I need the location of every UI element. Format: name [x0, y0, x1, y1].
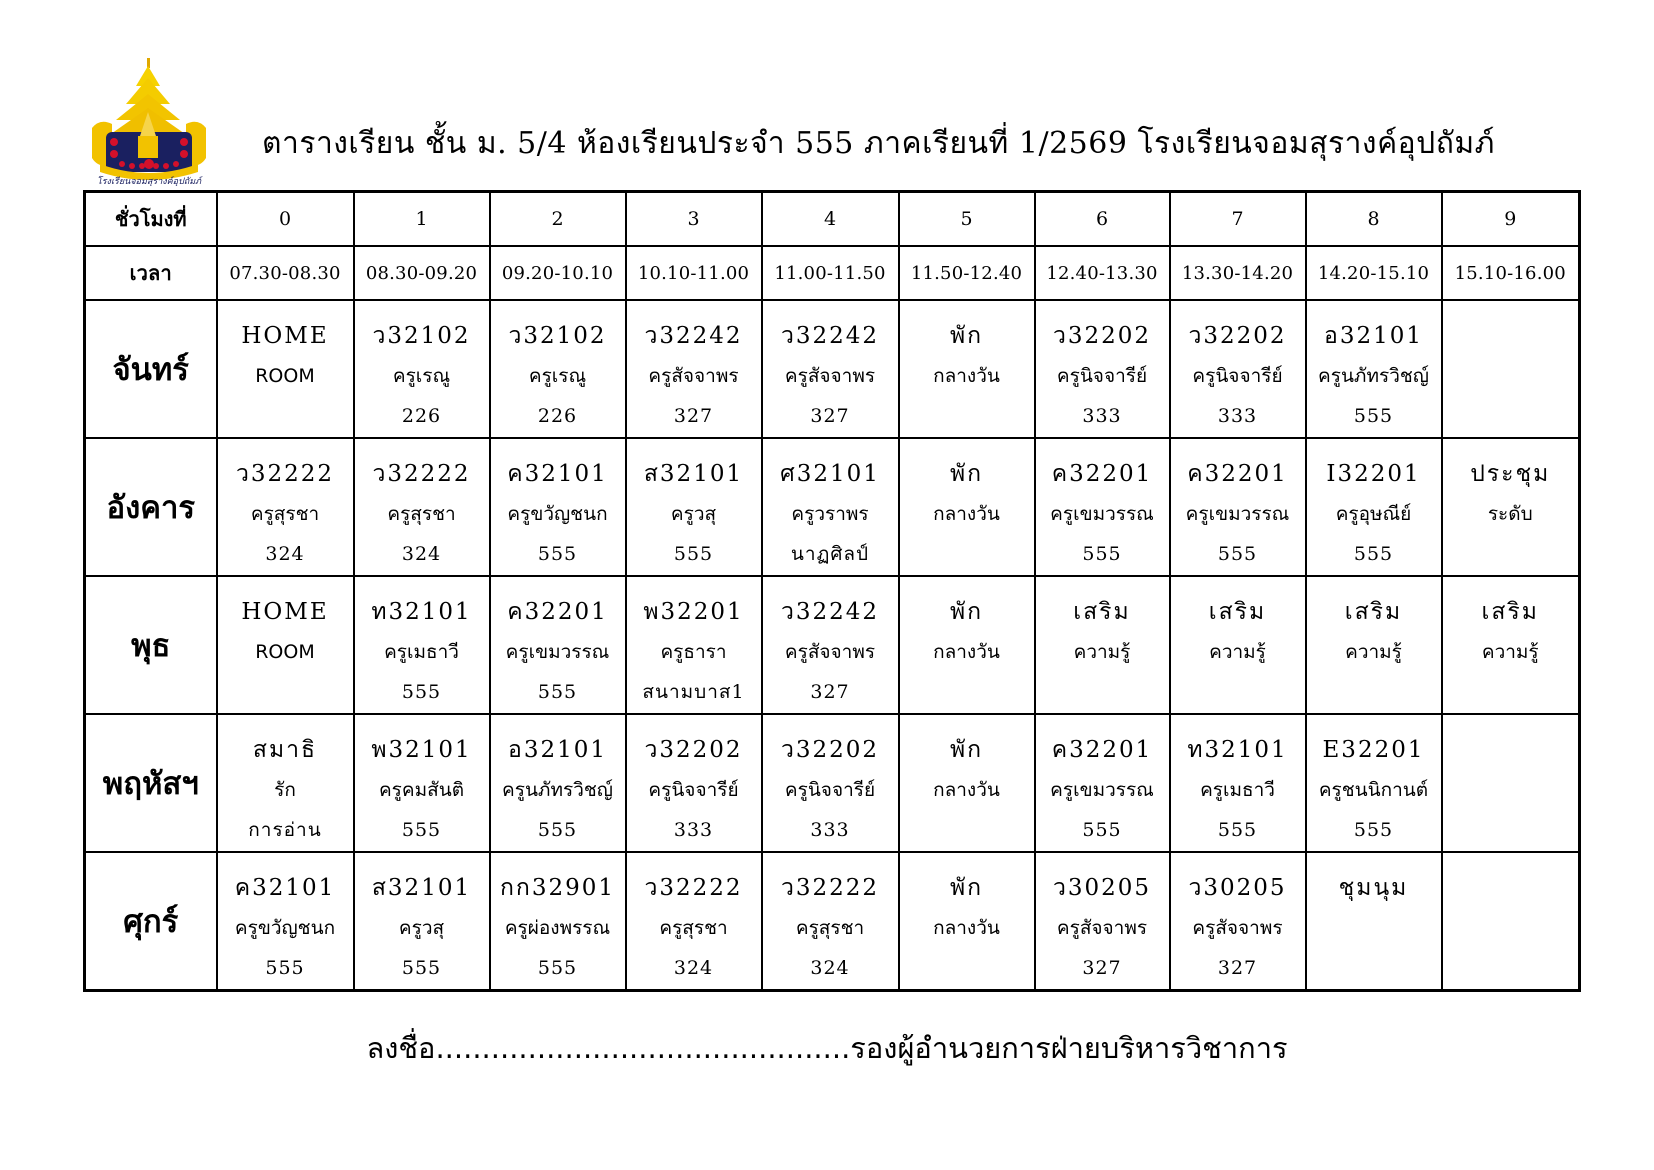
period-number: 6 — [1035, 192, 1170, 247]
room-number: 324 — [673, 957, 714, 979]
cell-content — [900, 448, 1034, 566]
teacher-name: ครูสุรชา — [795, 917, 865, 939]
subject-code: เสริม — [1344, 599, 1403, 625]
cell-content — [355, 862, 489, 980]
room-number: 327 — [1082, 957, 1122, 979]
schedule-cell — [626, 714, 762, 852]
cell-content — [1036, 586, 1169, 704]
schedule-cell — [217, 438, 354, 576]
teacher-name: ครูวสุ — [670, 503, 717, 525]
cell-content — [763, 448, 898, 566]
subject-code: ค32201 — [1051, 737, 1153, 763]
subject-code: ค32101 — [507, 461, 608, 487]
room-number: 555 — [401, 819, 442, 841]
class-schedule-table — [83, 190, 1581, 992]
cell-content — [627, 448, 761, 566]
crest-caption: โรงเรียนจอมสุรางค์อุปถัมภ์ — [96, 177, 202, 186]
teacher-name: ROOM — [255, 365, 315, 387]
teacher-name: ครูอุษณีย์ — [1335, 503, 1412, 525]
subject-code: ว32202 — [780, 737, 880, 763]
teacher-name: ครูชนนิกานต์ — [1318, 779, 1429, 801]
subject-code: ค32201 — [1187, 461, 1288, 487]
day-row — [85, 300, 1580, 438]
time-slot: 09.20-10.10 — [490, 246, 626, 300]
time-slot: 10.10-11.00 — [626, 246, 762, 300]
subject-code: ว32222 — [644, 875, 743, 901]
room-number: 555 — [401, 681, 442, 703]
subject-code: ว30205 — [1052, 875, 1152, 901]
cell-content — [218, 862, 353, 980]
time-label: เวลา — [85, 246, 217, 300]
subject-code: ค32201 — [507, 599, 608, 625]
day-row — [85, 438, 1580, 576]
schedule-cell — [1442, 438, 1580, 576]
schedule-cell — [1306, 438, 1442, 576]
cell-content — [900, 724, 1034, 842]
schedule-cell — [354, 714, 490, 852]
room-number: 324 — [401, 543, 442, 565]
cell-content — [218, 586, 353, 704]
schedule-cell — [1035, 714, 1170, 852]
teacher-name: ระดับ — [1487, 503, 1533, 525]
teacher-name: ความรู้ — [1481, 641, 1539, 663]
crest-graphic — [86, 58, 212, 186]
teacher-name: ครูเขมวรรณ — [1185, 503, 1290, 525]
room-number: 555 — [1353, 405, 1394, 427]
time-slot: 12.40-13.30 — [1035, 246, 1170, 300]
cell-content — [627, 862, 761, 980]
subject-code: สมาธิ — [252, 737, 318, 763]
schedule-cell — [1170, 576, 1306, 714]
cell-content — [1036, 724, 1169, 842]
schedule-cell — [490, 714, 626, 852]
cell-content — [491, 724, 625, 842]
schedule-cell — [490, 438, 626, 576]
period-number: 4 — [762, 192, 899, 247]
cell-content — [900, 862, 1034, 980]
schedule-cell — [762, 438, 899, 576]
subject-code: ว30205 — [1188, 875, 1287, 901]
subject-code: พัก — [949, 599, 984, 625]
teacher-name: ครูวราพร — [791, 503, 869, 525]
schedule-cell — [490, 576, 626, 714]
cell-content — [1307, 586, 1441, 704]
day-row — [85, 576, 1580, 714]
schedule-cell — [626, 852, 762, 991]
room-number: 327 — [810, 405, 850, 427]
cell-content — [1171, 586, 1305, 704]
subject-code: พ32201 — [643, 599, 744, 625]
subject-code: ท32101 — [371, 599, 472, 625]
teacher-name: ครูนิจจารีย์ — [784, 779, 876, 801]
schedule-cell — [899, 852, 1035, 991]
cell-content — [627, 586, 761, 704]
subject-code: ว32222 — [780, 875, 880, 901]
schedule-cell — [217, 852, 354, 991]
room-number: 555 — [1353, 819, 1394, 841]
teacher-name: ครูขวัญชนก — [507, 503, 608, 525]
subject-code: ชุมนุม — [1338, 875, 1409, 901]
teacher-name: ครูสุรชา — [659, 917, 728, 939]
teacher-name: ครูสุรชา — [250, 503, 320, 525]
period-label: ชั่วโมงที่ — [85, 192, 217, 247]
schedule-cell — [626, 576, 762, 714]
time-header-row — [85, 246, 1580, 300]
schedule-cell — [762, 300, 899, 438]
schedule-cell — [490, 852, 626, 991]
room-number: นาฏศิลป์ — [790, 543, 870, 565]
time-slot: 08.30-09.20 — [354, 246, 490, 300]
cell-content — [218, 448, 353, 566]
room-number: 555 — [401, 957, 442, 979]
room-number: 226 — [537, 405, 578, 427]
room-number: 327 — [1217, 957, 1258, 979]
room-number: 555 — [1217, 543, 1258, 565]
schedule-cell — [354, 852, 490, 991]
schedule-cell — [762, 576, 899, 714]
day-row — [85, 852, 1580, 991]
subject-code: ว32202 — [644, 737, 743, 763]
teacher-name: กลางวัน — [933, 365, 1000, 387]
time-slot: 15.10-16.00 — [1442, 246, 1580, 300]
subject-code: พัก — [949, 323, 984, 349]
cell-content — [1307, 448, 1441, 566]
cell-content — [763, 310, 898, 428]
cell-content — [491, 448, 625, 566]
room-number: 555 — [537, 681, 578, 703]
teacher-name: ครูสัจจาพร — [1056, 917, 1148, 939]
schedule-cell — [217, 300, 354, 438]
teacher-name: ครูนภัทรวิชญ์ — [1318, 365, 1429, 387]
teacher-name: กลางวัน — [933, 779, 1000, 801]
room-number: 327 — [673, 405, 714, 427]
cell-content — [900, 310, 1034, 428]
room-number: 333 — [673, 819, 714, 841]
time-slot: 11.00-11.50 — [762, 246, 899, 300]
cell-content — [1171, 724, 1305, 842]
room-number: 555 — [537, 957, 578, 979]
cell-content — [491, 310, 625, 428]
subject-code: พ32101 — [371, 737, 472, 763]
teacher-name: ครูนิจจารีย์ — [1056, 365, 1148, 387]
subject-code: I32201 — [1326, 461, 1421, 487]
subject-code: ว32202 — [1188, 323, 1287, 349]
room-number: 324 — [265, 543, 305, 565]
subject-code: ค32101 — [234, 875, 336, 901]
cell-content — [218, 724, 353, 842]
teacher-name: ครูสัจจาพร — [784, 365, 876, 387]
subject-code: ว32222 — [235, 461, 335, 487]
teacher-name: ครูเขมวรรณ — [1050, 779, 1154, 801]
schedule-cell — [1035, 852, 1170, 991]
schedule-cell — [354, 438, 490, 576]
teacher-name: กลางวัน — [933, 917, 1000, 939]
cell-content — [1443, 862, 1579, 980]
schedule-cell — [217, 576, 354, 714]
school-crest-icon — [86, 58, 212, 186]
subject-code: พัก — [949, 461, 984, 487]
schedule-cell — [1170, 714, 1306, 852]
cell-content — [627, 724, 761, 842]
time-slot: 14.20-15.10 — [1306, 246, 1442, 300]
room-number: 555 — [265, 957, 305, 979]
cell-content — [1036, 310, 1169, 428]
teacher-name: ครูขวัญชนก — [234, 917, 336, 939]
teacher-name: ครูผ่องพรรณ — [504, 917, 611, 939]
subject-code: เสริม — [1481, 599, 1539, 625]
subject-code: ว32242 — [780, 599, 880, 625]
cell-content — [491, 586, 625, 704]
schedule-cell — [1035, 300, 1170, 438]
subject-code: ว32102 — [508, 323, 607, 349]
room-number: 324 — [810, 957, 850, 979]
room-number: 555 — [537, 543, 578, 565]
room-number: 555 — [1082, 543, 1122, 565]
cell-content — [1443, 448, 1579, 566]
cell-content — [763, 724, 898, 842]
subject-code: ว32102 — [372, 323, 471, 349]
time-slot: 13.30-14.20 — [1170, 246, 1306, 300]
subject-code: เสริม — [1073, 599, 1131, 625]
subject-code: เสริม — [1208, 599, 1267, 625]
teacher-name: ครูเขมวรรณ — [505, 641, 610, 663]
subject-code: อ32101 — [508, 737, 607, 763]
teacher-name: ครูเมธาวี — [384, 641, 459, 663]
teacher-name: ครูเขมวรรณ — [1050, 503, 1154, 525]
period-number: 5 — [899, 192, 1035, 247]
cell-content — [763, 586, 898, 704]
subject-code: HOME — [241, 323, 329, 349]
subject-code: ว32202 — [1052, 323, 1152, 349]
room-number: สนามบาส1 — [642, 681, 745, 703]
cell-content — [355, 310, 489, 428]
time-slot: 11.50-12.40 — [899, 246, 1035, 300]
schedule-cell — [490, 300, 626, 438]
cell-content — [218, 310, 353, 428]
cell-content — [1443, 586, 1579, 704]
room-number: 327 — [810, 681, 850, 703]
teacher-name: ความรู้ — [1073, 641, 1131, 663]
schedule-cell — [626, 300, 762, 438]
schedule-cell — [1442, 300, 1580, 438]
subject-code: ว32242 — [644, 323, 743, 349]
subject-code: HOME — [241, 599, 329, 625]
schedule-cell — [899, 438, 1035, 576]
subject-code: ท32101 — [1187, 737, 1288, 763]
cell-content — [1036, 862, 1169, 980]
schedule-cell — [762, 852, 899, 991]
subject-code: ประชุม — [1470, 461, 1551, 487]
teacher-name: ครูนิจจารีย์ — [648, 779, 739, 801]
subject-code: พัก — [949, 737, 984, 763]
period-number: 7 — [1170, 192, 1306, 247]
cell-content — [900, 586, 1034, 704]
schedule-cell — [899, 576, 1035, 714]
page-title: ตารางเรียน ชั้น ม. 5/4 ห้องเรียนประจำ 555 ภาคเรียนที่ 1/2569 โรงเรียนจอมสุรางค์อุปถัมภ์ — [262, 126, 1495, 161]
schedule-cell — [354, 576, 490, 714]
period-number: 9 — [1442, 192, 1580, 247]
teacher-name: กลางวัน — [933, 641, 1000, 663]
room-number: 333 — [1217, 405, 1258, 427]
teacher-name: ROOM — [255, 641, 315, 663]
room-number: 555 — [1353, 543, 1394, 565]
subject-code: ส32101 — [643, 461, 744, 487]
day-label: จันทร์ — [85, 300, 217, 438]
room-number: 555 — [1217, 819, 1258, 841]
signature-line: ลงชื่อ.............................................รองผู้อำนวยการฝ่ายบริหารวิชาการ — [366, 1031, 1288, 1065]
schedule-cell — [1170, 852, 1306, 991]
room-number: 555 — [537, 819, 578, 841]
schedule-cell — [1442, 714, 1580, 852]
subject-code: ค32201 — [1051, 461, 1153, 487]
teacher-name: ครูสุรชา — [387, 503, 456, 525]
teacher-name: ครูวสุ — [398, 917, 445, 939]
teacher-name: ครูธารา — [660, 641, 727, 663]
schedule-cell — [762, 714, 899, 852]
schedule-cell — [1170, 300, 1306, 438]
period-header-row — [85, 192, 1580, 247]
cell-content — [1307, 310, 1441, 428]
subject-code: พัก — [949, 875, 984, 901]
cell-content — [1443, 310, 1579, 428]
teacher-name: ครูสัจจาพร — [784, 641, 876, 663]
subject-code: ว32242 — [780, 323, 880, 349]
teacher-name: ความรู้ — [1209, 641, 1266, 663]
day-label: ศุกร์ — [85, 852, 217, 991]
teacher-name: ครูเมธาวี — [1200, 779, 1275, 801]
teacher-name: ครูนภัทรวิชญ์ — [502, 779, 613, 801]
schedule-cell — [1306, 576, 1442, 714]
teacher-name: ความรู้ — [1345, 641, 1402, 663]
room-number: 226 — [401, 405, 442, 427]
teacher-name: ครูเรณู — [528, 365, 587, 387]
cell-content — [1036, 448, 1169, 566]
schedule-cell — [1306, 714, 1442, 852]
schedule-cell — [1035, 576, 1170, 714]
schedule-cell — [1306, 300, 1442, 438]
period-number: 1 — [354, 192, 490, 247]
subject-code: กก32901 — [499, 875, 616, 901]
subject-code: ศ32101 — [780, 461, 880, 487]
subject-code: ส32101 — [371, 875, 472, 901]
schedule-cell — [1035, 438, 1170, 576]
schedule-cell — [899, 300, 1035, 438]
cell-content — [627, 310, 761, 428]
subject-code: ว32222 — [372, 461, 471, 487]
day-label: พุธ — [85, 576, 217, 714]
schedule-cell — [626, 438, 762, 576]
cell-content — [1443, 724, 1579, 842]
cell-content — [355, 724, 489, 842]
teacher-name: รัก — [274, 779, 296, 801]
teacher-name: ครูเรณู — [392, 365, 451, 387]
room-number: 555 — [673, 543, 714, 565]
cell-content — [1171, 310, 1305, 428]
teacher-name: ครูนิจจารีย์ — [1192, 365, 1283, 387]
time-slot: 07.30-08.30 — [217, 246, 354, 300]
schedule-cell — [1442, 576, 1580, 714]
schedule-cell — [1306, 852, 1442, 991]
schedule-cell — [1442, 852, 1580, 991]
period-number: 2 — [490, 192, 626, 247]
teacher-name: กลางวัน — [933, 503, 1000, 525]
day-label: พฤหัสฯ — [85, 714, 217, 852]
cell-content — [491, 862, 625, 980]
room-number: 333 — [1082, 405, 1122, 427]
cell-content — [355, 448, 489, 566]
subject-code: อ32101 — [1324, 323, 1423, 349]
cell-content — [355, 586, 489, 704]
period-number: 3 — [626, 192, 762, 247]
subject-code: E32201 — [1322, 737, 1425, 763]
schedule-cell — [899, 714, 1035, 852]
day-row — [85, 714, 1580, 852]
room-number: การอ่าน — [248, 819, 322, 841]
cell-content — [1307, 724, 1441, 842]
cell-content — [1171, 448, 1305, 566]
period-number: 0 — [217, 192, 354, 247]
period-number: 8 — [1306, 192, 1442, 247]
teacher-name: ครูสัจจาพร — [648, 365, 739, 387]
room-number: 555 — [1082, 819, 1122, 841]
cell-content — [1307, 862, 1441, 980]
schedule-cell — [1170, 438, 1306, 576]
day-label: อังคาร — [85, 438, 217, 576]
teacher-name: ครูคมสันติ — [378, 779, 465, 801]
schedule-cell — [217, 714, 354, 852]
teacher-name: ครูสัจจาพร — [1192, 917, 1283, 939]
schedule-cell — [354, 300, 490, 438]
room-number: 333 — [810, 819, 850, 841]
cell-content — [763, 862, 898, 980]
cell-content — [1171, 862, 1305, 980]
